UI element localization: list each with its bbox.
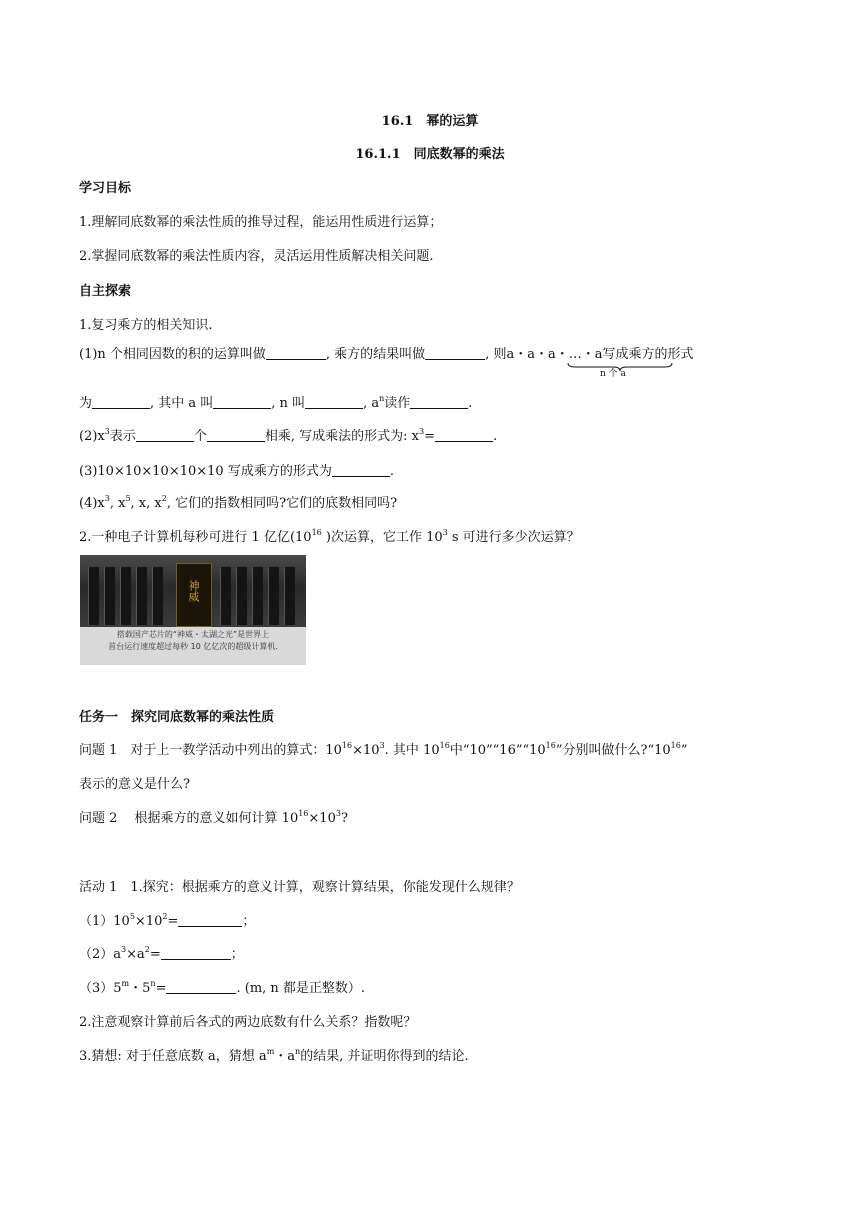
page-subtitle: 16.1.1 同底数幂的乘法 xyxy=(355,147,505,162)
q1-text-f: , 其中 a 叫 xyxy=(150,396,214,411)
exponent: n xyxy=(150,979,156,988)
q2-text-a: (2)x xyxy=(79,429,105,444)
underbrace-label: n 个 a xyxy=(600,369,626,379)
question-2 xyxy=(79,428,497,446)
exponent: 16 xyxy=(311,528,322,537)
photo-background xyxy=(80,555,306,627)
p1-text-f: ” xyxy=(680,743,688,758)
exponent: 16 xyxy=(298,809,309,818)
activity-1: 活动 1 1.探究：根据乘方的意义计算，观察计算结果，你能发现什么规律？ xyxy=(79,880,520,895)
problem-1-line-2: 表示的意义是什么? xyxy=(79,777,190,792)
p1-text-d: 中“10”“16”“10 xyxy=(449,743,546,758)
goal-item-1: 1.理解同底数幂的乘法性质的推导过程，能运用性质进行运算； xyxy=(79,215,443,230)
exponent: 16 xyxy=(341,741,353,750)
answer-blank[interactable] xyxy=(332,463,390,477)
photo-caption-line-1: 搭载国产芯片的“神威・太湖之光”是世界上 xyxy=(116,630,270,639)
answer-blank[interactable] xyxy=(213,395,271,409)
a1-text-d: ； xyxy=(242,914,256,929)
q2-text-b: 表示 xyxy=(109,429,136,444)
q4-text-a: (4)x xyxy=(79,496,105,511)
q2-text-c: 个 xyxy=(193,429,207,444)
p2-text-c: ? xyxy=(340,811,348,826)
photo-caption xyxy=(80,629,306,653)
a3-text-b: ・5 xyxy=(129,981,151,996)
q4-text-d: , 它们的指数相同吗?它们的底数相同吗? xyxy=(166,496,398,511)
a1-text-a: （1）10 xyxy=(79,914,130,929)
exponent: 3 xyxy=(442,528,448,537)
task-heading: 任务一 探究同底数幂的乘法性质 xyxy=(79,710,275,725)
answer-blank[interactable] xyxy=(207,428,265,442)
answer-blank[interactable] xyxy=(435,428,493,442)
answer-blank[interactable] xyxy=(410,395,468,409)
answer-blank[interactable] xyxy=(92,395,150,409)
rack-shape xyxy=(152,567,163,625)
exponent: 3 xyxy=(418,427,425,436)
exponent: 2 xyxy=(161,494,167,503)
q1-text-c: , 则 xyxy=(485,347,507,362)
a2-text-b: ×a xyxy=(126,947,145,962)
question-3 xyxy=(79,463,394,481)
q1-text-a: (1)n 个相同因数的积的运算叫做 xyxy=(79,347,266,362)
exponent: n xyxy=(379,394,385,403)
exponent: 5 xyxy=(129,912,135,921)
exponent: m xyxy=(121,979,130,988)
photo-logo-text: 神威 xyxy=(187,580,200,602)
q2-text-d: 相乘, 写成乘法的形式为: x xyxy=(264,429,419,444)
q1-text-b: , 乘方的结果叫做 xyxy=(325,347,426,362)
exponent: m xyxy=(266,1047,275,1056)
a3-text-d: . (m, n 都是正整数）. xyxy=(236,981,366,996)
activity-item-1 xyxy=(79,913,255,931)
q3-text-b: . xyxy=(389,464,394,479)
exponent: 16 xyxy=(670,741,681,750)
q1-text-h: , a xyxy=(363,396,380,411)
activity-question-3 xyxy=(79,1048,469,1066)
answer-blank[interactable] xyxy=(305,395,363,409)
problem-1-line-1 xyxy=(79,742,688,760)
a2-text-d: ； xyxy=(230,947,244,962)
p1-text-c: . 其中 10 xyxy=(384,743,440,758)
q1-text-d: 写成乘方的形式 xyxy=(602,347,694,362)
a3-text-a: （3）5 xyxy=(79,981,122,996)
q1-text-j: . xyxy=(468,396,473,411)
exp2-text-b: )次运算，它工作 10 xyxy=(321,530,443,545)
rack-shape xyxy=(120,567,131,625)
activity-item-2 xyxy=(79,946,244,964)
rack-shape xyxy=(284,567,295,625)
supercomputer-photo xyxy=(80,555,306,665)
a1-text-c: = xyxy=(167,914,179,929)
l3-text-c: 的结果, 并证明你得到的结论. xyxy=(300,1049,469,1064)
exp2-text-c: s 可进行多少次运算？ xyxy=(447,530,580,545)
exponent: 3 xyxy=(121,945,127,954)
q1-text-e: 为 xyxy=(79,396,93,411)
rack-shape xyxy=(220,567,231,625)
l3-text-b: ・a xyxy=(274,1049,296,1064)
exponent: 3 xyxy=(104,427,110,436)
p2-text-b: ×10 xyxy=(308,811,336,826)
q2-text-f: . xyxy=(492,429,498,444)
exponent: 16 xyxy=(439,741,450,750)
answer-blank[interactable] xyxy=(425,346,485,360)
rack-shape xyxy=(88,567,99,625)
sunway-panel xyxy=(176,563,212,627)
answer-blank[interactable] xyxy=(161,946,231,960)
rack-shape xyxy=(252,567,263,625)
rack-shape xyxy=(136,567,147,625)
q2-text-e: = xyxy=(424,429,435,444)
p1-text-b: ×10 xyxy=(352,743,380,758)
a2-text-c: = xyxy=(149,947,161,962)
p2-text-a: 问题 2 根据乘方的意义如何计算 10 xyxy=(79,811,299,826)
activity-item-3 xyxy=(79,980,365,998)
exponent: 3 xyxy=(104,494,110,503)
question-4 xyxy=(79,495,397,513)
answer-blank[interactable] xyxy=(266,346,326,360)
a2-text-a: （2）a xyxy=(79,947,122,962)
explore-item-2 xyxy=(79,529,580,547)
rack-shape xyxy=(236,567,247,625)
a1-text-b: ×10 xyxy=(134,914,163,929)
question-1-line-2 xyxy=(79,395,472,413)
rack-shape xyxy=(104,567,115,625)
q4-text-b: , x xyxy=(109,496,126,511)
l3-text-a: 3.猜想: 对于任意底数 a，猜想 a xyxy=(79,1049,267,1064)
product-expression: a・a・a・…・a xyxy=(506,347,603,362)
activity-question-2: 2.注意观察计算前后各式的两边底数有什么关系？指数呢？ xyxy=(79,1015,417,1030)
a3-text-c: = xyxy=(155,981,167,996)
page-title: 16.1 幂的运算 xyxy=(381,114,479,129)
photo-caption-line-2: 首台运行速度超过每秒 10 亿亿次的超级计算机. xyxy=(108,642,278,651)
exponent: 2 xyxy=(162,912,168,921)
exponent: 3 xyxy=(335,809,341,818)
section-heading-explore: 自主探索 xyxy=(79,284,132,299)
q1-text-i: 读作 xyxy=(384,396,411,411)
exp2-text-a: 2.一种电子计算机每秒可进行 1 亿亿(10 xyxy=(79,530,312,545)
q4-text-c: , x, x xyxy=(130,496,162,511)
answer-blank[interactable] xyxy=(178,913,242,927)
exponent: n xyxy=(295,1047,301,1056)
p1-text-a: 问题 1 对于上一教学活动中列出的算式：10 xyxy=(79,743,342,758)
q1-text-g: , n 叫 xyxy=(271,396,306,411)
goal-item-2: 2.掌握同底数幂的乘法性质内容，灵活运用性质解决相关问题. xyxy=(79,249,434,264)
exponent: 3 xyxy=(379,741,385,750)
p1-text-e: ”分别叫做什么?“10 xyxy=(555,743,671,758)
explore-item-1: 1.复习乘方的相关知识. xyxy=(79,318,213,333)
problem-2 xyxy=(79,810,348,828)
exponent: 16 xyxy=(545,741,556,750)
exponent: 2 xyxy=(144,945,150,954)
section-heading-goals: 学习目标 xyxy=(79,181,132,196)
answer-blank[interactable] xyxy=(136,428,194,442)
rack-shape xyxy=(268,567,279,625)
answer-blank[interactable] xyxy=(166,980,236,994)
q3-text-a: (3)10×10×10×10×10 写成乘方的形式为 xyxy=(79,464,332,479)
exponent: 5 xyxy=(125,494,131,503)
